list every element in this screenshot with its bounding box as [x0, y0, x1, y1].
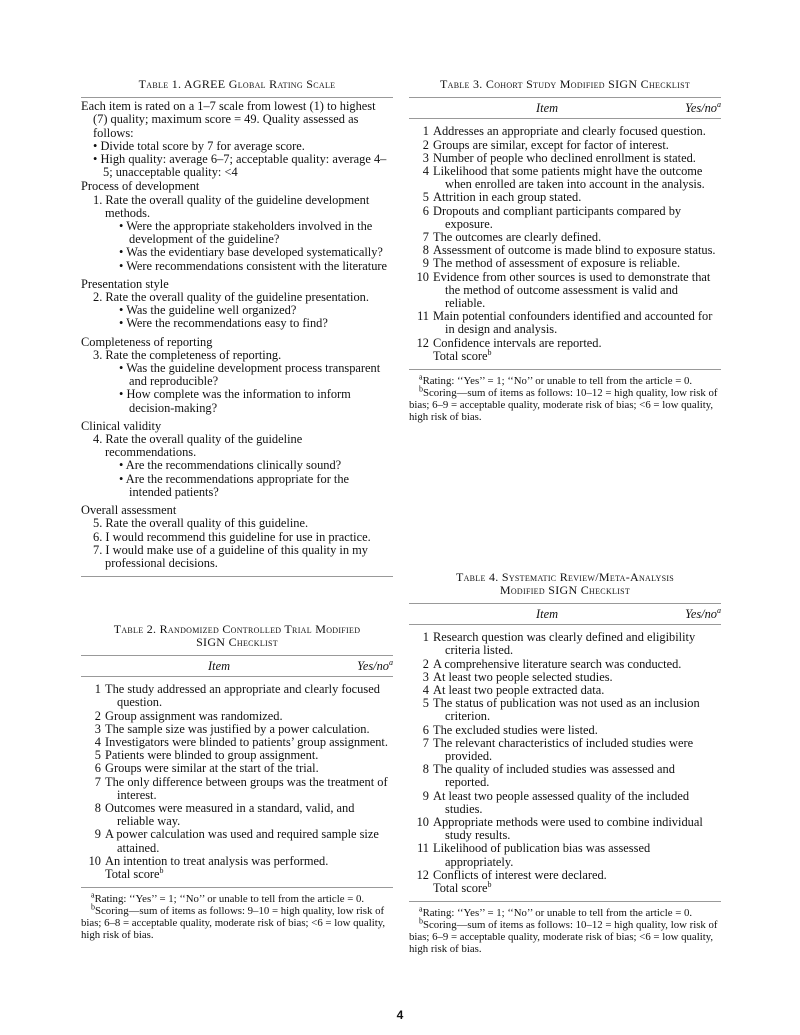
item-number: 5 — [422, 190, 429, 205]
item-number: 7 — [94, 774, 101, 789]
item-text: The method of assessment of exposure is reliable. — [433, 256, 681, 271]
item-number: 10 — [416, 269, 429, 284]
table-row — [409, 842, 721, 868]
item-text: An intention to treat analysis was performed. — [105, 853, 329, 868]
table-4-title: Table 4. Systematic Review/Meta-Analysis Modified SIGN Checklist — [455, 570, 675, 597]
table-row — [409, 763, 721, 789]
item-number: 7 — [422, 230, 429, 245]
item-text: Patients were blinded to group assignment. — [105, 748, 319, 763]
item-number: 6 — [94, 761, 101, 776]
item-text: Number of people who declined enrollment is stated. — [433, 150, 696, 165]
table-row — [81, 762, 393, 775]
footnote-a: $^a$Rating: ‘‘Yes’’ = 1; ‘‘No’’ or unable to tell from the article = 0. — [91, 890, 365, 906]
section-heading: Clinical validity — [81, 418, 162, 433]
item-number: 2 — [422, 137, 429, 152]
item-number: 6 — [422, 203, 429, 218]
item-text: The outcomes are clearly defined. — [433, 230, 602, 245]
item-text: The relevant characteristics of included studies were provided. — [433, 735, 694, 764]
footnote-a: $^a$Rating: ‘‘Yes’’ = 1; ‘‘No’’ or unable to tell from the article = 0. — [419, 372, 693, 388]
item-number: 12 — [416, 867, 429, 882]
list-item: • Was the evidentiary base developed systematically? — [119, 245, 383, 260]
footnote-b: $^b$Scoring—sum of items as follows: 10–12 = high quality, low risk of bias; 6–9 = acceptable quality, moderate risk of bias; <6 = low quality, high risk of bias. — [409, 384, 718, 424]
table-row — [81, 710, 393, 723]
table-row — [409, 310, 721, 336]
list-item: • Are the recommendations clinically sound? — [119, 458, 342, 473]
table-1-bottom-rule — [81, 576, 393, 577]
item-number: 4 — [422, 164, 429, 179]
column-header-yes-no: Yes/$no^a$ — [685, 100, 721, 116]
table-row — [409, 697, 721, 723]
table-1-section — [81, 504, 393, 570]
table-row — [409, 257, 721, 270]
table-3-total-score: Total score$^b$ — [433, 347, 492, 363]
table-3 — [409, 78, 721, 423]
item-text: The quality of included studies was assessed and reported. — [433, 762, 675, 790]
table-4-header — [409, 604, 721, 624]
table-4-total-score: Total score$^b$ — [433, 879, 492, 896]
item-number: 5 — [422, 696, 429, 711]
table-row — [81, 802, 393, 828]
item-number: 4 — [94, 735, 101, 750]
table-4-items — [409, 625, 721, 882]
table-row — [409, 790, 721, 816]
footnote-b: $^b$Scoring—sum of items as follows: 9–10 = high quality, low risk of bias; 6–8 = acceptable quality, moderate risk of bias; <6 = low quality, high risk of bias. — [81, 902, 386, 942]
table-2-total-score: Total score$^b$ — [105, 865, 164, 882]
table-2-header — [81, 656, 393, 676]
item-number: 5 — [94, 748, 101, 763]
table-row — [409, 205, 721, 231]
item-text: Likelihood of publication bias was assessed appropriately. — [433, 841, 651, 869]
table-1-title: Table 1. AGREE Global Rating Scale — [138, 77, 336, 91]
item-number: 11 — [417, 309, 429, 324]
table-1-section — [81, 180, 393, 272]
item-number: 7 — [422, 735, 429, 750]
page-number: 4 — [396, 1008, 404, 1022]
table-row — [409, 724, 721, 737]
item-text: Research question was clearly defined and eligibility criteria listed. — [433, 630, 696, 658]
list-item: • Was the guideline development process transparent and reproducible? — [119, 361, 381, 389]
list-item: • High quality: average 6–7; acceptable quality: average 4–5; unacceptable quality: <4 — [93, 152, 387, 180]
item-text: A comprehensive literature search was conducted. — [433, 656, 682, 671]
item-text: Assessment of outcome is made blind to exposure status. — [433, 243, 716, 258]
table-2-items — [81, 677, 393, 868]
item-text: The only difference between groups was the treatment of interest. — [105, 774, 388, 802]
item-text: Outcomes were measured in a standard, valid, and reliable way. — [105, 801, 355, 829]
item-number: 12 — [416, 335, 429, 350]
item-text: Appropriate methods were used to combine individual study results. — [433, 815, 703, 843]
table-row — [409, 165, 721, 191]
item-number: 9 — [422, 256, 429, 271]
footnote-b: $^b$Scoring—sum of items as follows: 10–12 = high quality, low risk of bias; 6–9 = acceptable quality, moderate risk of bias; <6 = low quality, high risk of bias. — [409, 916, 718, 956]
table-row — [409, 139, 721, 152]
table-row — [409, 658, 721, 671]
item-text: Groups are similar, except for factor of interest. — [433, 137, 669, 152]
question: 1. Rate the overall quality of the guideline development methods. — [93, 192, 370, 220]
table-3-title: Table 3. Cohort Study Modified SIGN Checklist — [439, 77, 691, 91]
item-number: 1 — [94, 682, 101, 697]
item-text: Investigators were blinded to patients’ group assignment. — [105, 735, 388, 750]
item-text: Addresses an appropriate and clearly focused question. — [433, 124, 706, 139]
table-row — [81, 683, 393, 709]
item-text: The status of publication was not used as an inclusion criterion. — [433, 696, 700, 724]
list-item: • Were recommendations consistent with the literature — [119, 258, 388, 273]
item-number: 8 — [94, 801, 101, 816]
item-text: Conflicts of interest were declared. — [433, 867, 607, 882]
table-1-section — [81, 420, 393, 499]
item-number: 1 — [422, 630, 429, 645]
section-heading: Presentation style — [81, 276, 169, 291]
section-heading: Process of development — [81, 179, 200, 194]
item-text: Attrition in each group stated. — [433, 190, 582, 205]
list-item: • Was the guideline well organized? — [119, 303, 297, 318]
question: 5. Rate the overall quality of this guideline. — [93, 516, 309, 531]
item-number: 1 — [422, 124, 429, 139]
question: 2. Rate the overall quality of the guideline presentation. — [93, 290, 369, 305]
table-1-intro-bullets — [81, 140, 393, 180]
list-item: • Are the recommendations appropriate for the intended patients? — [119, 471, 350, 499]
table-1-section — [81, 278, 393, 331]
item-text: The study addressed an appropriate and clearly focused question. — [105, 682, 380, 710]
table-row — [409, 191, 721, 204]
item-number: 10 — [416, 815, 429, 830]
table-row — [409, 737, 721, 763]
list-item: • Divide total score by 7 for average score. — [93, 138, 305, 153]
item-number: 8 — [422, 243, 429, 258]
table-row — [409, 125, 721, 138]
table-row — [409, 631, 721, 657]
item-text: At least two people extracted data. — [433, 683, 605, 698]
table-1-intro: Each item is rated on a 1–7 scale from lowest (1) to highest (7) quality; maximum score = 49. Quality assessed as follows: — [81, 99, 376, 140]
item-number: 3 — [422, 669, 429, 684]
table-4 — [409, 571, 721, 955]
table-1 — [81, 78, 393, 577]
item-number: 6 — [422, 722, 429, 737]
column-header-item: Item — [536, 607, 559, 621]
item-text: Dropouts and compliant participants compared by exposure. — [433, 203, 682, 231]
table-row — [81, 828, 393, 854]
item-text: Main potential confounders identified and accounted for in design and analysis. — [433, 309, 713, 337]
item-text: The excluded studies were listed. — [433, 722, 598, 737]
list-item: • Were the appropriate stakeholders involved in the development of the guideline? — [119, 219, 373, 247]
table-row — [81, 776, 393, 802]
item-text: At least two people selected studies. — [433, 669, 613, 684]
table-3-items — [409, 119, 721, 349]
question: 7. I would make use of a guideline of this quality in my professional decisions. — [93, 542, 368, 570]
item-number: 3 — [422, 150, 429, 165]
table-3-header — [409, 98, 721, 118]
item-number: 8 — [422, 762, 429, 777]
item-number: 2 — [94, 708, 101, 723]
item-number: 9 — [422, 788, 429, 803]
column-header-yes-no: Yes/$no^a$ — [685, 605, 721, 621]
item-text: The sample size was justified by a power calculation. — [105, 721, 370, 736]
question: 6. I would recommend this guideline for use in practice. — [93, 529, 371, 544]
item-number: 10 — [88, 853, 101, 868]
table-3-footnotes — [409, 370, 721, 423]
table-2-title: Table 2. Randomized Controlled Trial Modified SIGN Checklist — [113, 622, 361, 649]
column-header-yes-no: Yes/$no^a$ — [357, 657, 393, 673]
table-2 — [81, 623, 393, 941]
item-text: Confidence intervals are reported. — [433, 335, 602, 350]
list-item: • Were the recommendations easy to find? — [119, 316, 328, 331]
column-header-item: Item — [208, 659, 231, 673]
item-text: Likelihood that some patients might have the outcome when enrolled are taken into account in the analysis. — [433, 164, 705, 192]
table-2-footnotes — [81, 888, 393, 941]
item-text: A power calculation was used and required sample size attained. — [105, 827, 379, 855]
section-heading: Overall assessment — [81, 503, 177, 518]
item-text: At least two people assessed quality of the included studies. — [433, 788, 690, 816]
item-number: 4 — [422, 683, 429, 698]
table-row — [409, 271, 721, 311]
column-header-item: Item — [536, 101, 559, 116]
question: 3. Rate the completeness of reporting. — [93, 347, 282, 362]
table-1-section — [81, 336, 393, 415]
section-heading: Completeness of reporting — [81, 334, 213, 349]
item-text: Groups were similar at the start of the trial. — [105, 761, 319, 776]
item-number: 3 — [94, 721, 101, 736]
table-row — [409, 816, 721, 842]
list-item: • How complete was the information to inform decision-making? — [119, 387, 351, 415]
item-text: Evidence from other sources is used to demonstrate that the method of outcome assessment is valid and reliable. — [433, 269, 711, 311]
question: 4. Rate the overall quality of the guideline recommendations. — [93, 432, 303, 460]
footnote-a: $^a$Rating: ‘‘Yes’’ = 1; ‘‘No’’ or unable to tell from the article = 0. — [419, 904, 693, 920]
item-number: 2 — [422, 656, 429, 671]
item-number: 9 — [94, 827, 101, 842]
table-4-footnotes — [409, 902, 721, 955]
item-number: 11 — [417, 841, 429, 856]
item-text: Group assignment was randomized. — [105, 708, 283, 723]
